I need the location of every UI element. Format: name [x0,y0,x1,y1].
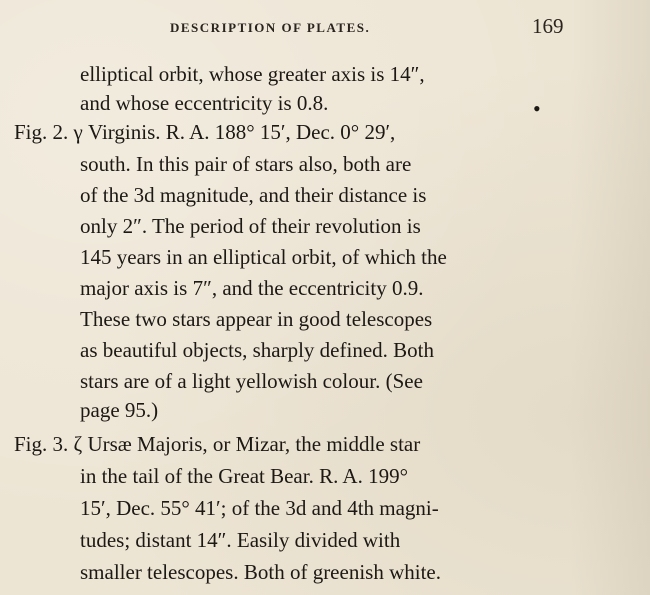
text-line: of the 3d magnitude, and their distance is [80,183,427,207]
text-line: elliptical orbit, whose greater axis is 14″, [80,62,425,86]
running-head: DESCRIPTION OF PLATES. [170,20,371,35]
text-line: in the tail of the Great Bear. R. A. 199° [80,464,408,488]
text-line: south. In this pair of stars also, both are [80,152,412,176]
text-line: and whose eccentricity is 0.8. [80,91,329,115]
text-line: page 95.) [80,398,159,422]
text-line: stars are of a light yellowish colour. (See [80,369,423,393]
page-number: 169 [532,14,564,38]
text-line: These two stars appear in good telescopes [80,307,433,331]
fig-3-heading-line: Fig. 3. ζ Ursæ Majoris, or Mizar, the middle star [14,432,421,456]
text-line: as beautiful objects, sharply defined. Both [80,338,434,362]
text-line: 15′, Dec. 55° 41′; of the 3d and 4th magni- [80,496,439,520]
text-line: only 2″. The period of their revolution is [80,214,421,238]
stray-mark: • [533,96,541,121]
fig-2-heading-line: Fig. 2. γ Virginis. R. A. 188° 15′, Dec. 0° 29′, [14,120,396,144]
text-line: major axis is 7″, and the eccentricity 0.9. [80,276,424,300]
text-line: smaller telescopes. Both of greenish white. [80,560,441,584]
text-line: 145 years in an elliptical orbit, of which the [80,245,447,269]
show-through-shadow [570,0,650,595]
text-line: tudes; distant 14″. Easily divided with [80,528,401,552]
